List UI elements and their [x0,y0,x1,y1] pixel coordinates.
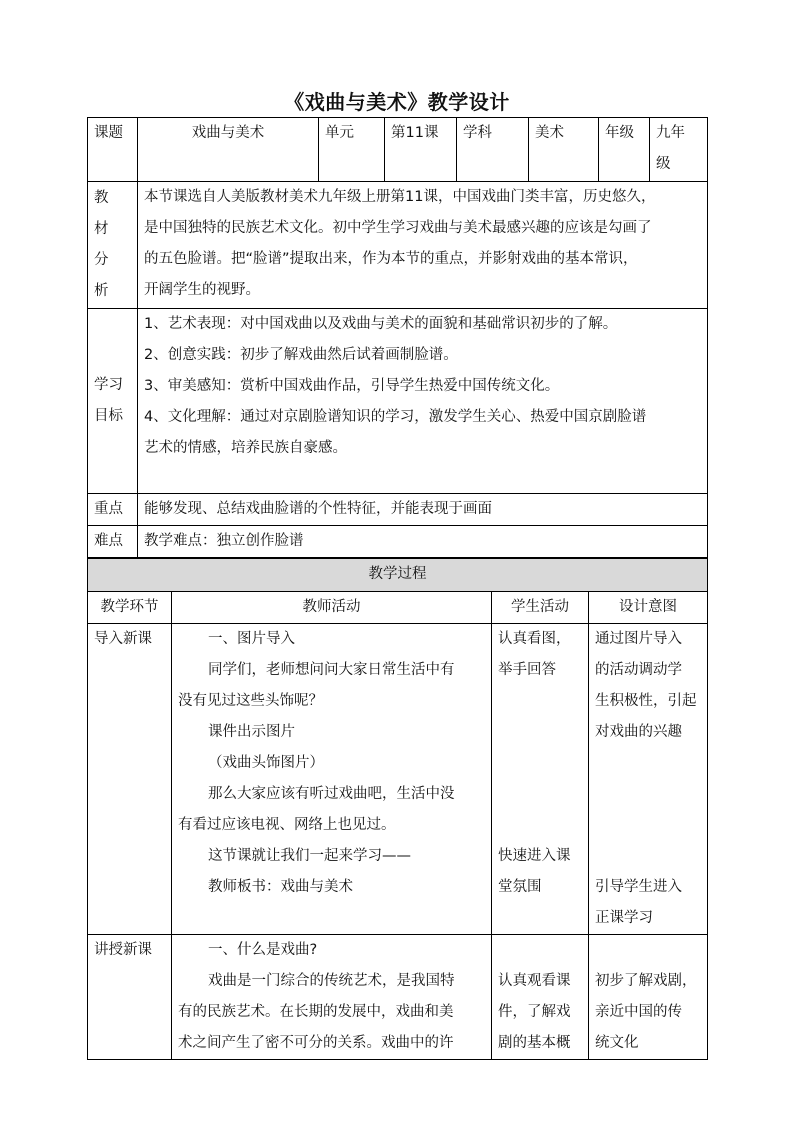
student-line [498,717,582,748]
teacher-line: 术之间产生了密不可分的关系。戏曲中的许 [178,1035,454,1051]
analysis-text [138,182,708,309]
unit-value: 第11课 [385,118,457,182]
teacher-line: 有看过应该电视、网络上也见过。 [178,817,396,833]
teacher-line: （戏曲头饰图片） [208,755,324,771]
teaching-process-table [87,558,708,1060]
topic-row [88,118,708,182]
process-header: 教学过程 [88,559,708,592]
intent-line [595,810,701,841]
teacher-activity-cell [172,935,492,1060]
difficulty-text: 教学难点：独立创作脸谱 [138,526,708,558]
document-title: 《戏曲与美术》教学设计 [284,90,510,114]
student-activity-cell [492,624,589,935]
column-header-student: 学生活动 [492,592,589,624]
subject-label: 学科 [457,118,529,182]
analysis-line: 是中国独特的民族艺术文化。初中学生学习戏曲与美术最感兴趣的应该是勾画了 [144,220,652,236]
process-row-new-lesson [88,935,708,1060]
goal-line: 艺术的情感，培养民族自豪感。 [144,440,347,456]
column-header-intent: 设计意图 [589,592,708,624]
student-line: 件，了解戏 [498,1004,571,1020]
student-line: 快速进入课 [498,848,571,864]
stage-cell: 导入新课 [88,624,172,935]
goal-line: 4、文化理解：通过对京剧脸谱知识的学习，激发学生关心、热爱中国京剧脸谱 [144,409,647,425]
intent-line: 引导学生进入 [595,879,682,895]
goals-text [138,309,708,494]
student-line: 举手回答 [498,662,556,678]
intent-line [595,748,701,779]
student-line: 堂氛围 [498,879,542,895]
analysis-label-line1: 教材 [94,190,115,237]
analysis-line: 开阔学生的视野。 [144,282,260,298]
student-line: 认真看图， [498,631,571,647]
intent-line: 对戏曲的兴趣 [595,724,682,740]
column-header-teacher: 教师活动 [172,592,492,624]
grade-value [650,118,708,182]
teacher-line: 一、图片导入 [208,631,295,647]
teacher-line: 没有见过这些头饰呢？ [178,693,323,709]
student-activity-cell [492,935,589,1060]
intent-line: 通过图片导入 [595,631,682,647]
intent-line [595,841,701,872]
key-point-text: 能够发现、总结戏曲脸谱的个性特征，并能表现于画面 [138,494,708,526]
key-point-label: 重点 [88,494,138,526]
goals-row [88,309,708,494]
column-header-stage: 教学环节 [88,592,172,624]
teacher-activity-cell [172,624,492,935]
process-row-intro [88,624,708,935]
teacher-line: 戏曲是一门综合的传统艺术，是我国特 [208,973,455,989]
intent-line: 初步了解戏剧， [595,973,697,989]
grade-value-line2: 级 [656,156,671,172]
analysis-label-line2: 分析 [94,252,115,299]
process-header-row [88,559,708,592]
analysis-line: 本节课选自人美版教材美术九年级上册第11课，中国戏曲门类丰富，历史悠久， [144,189,656,205]
analysis-line: 的五色脸谱。把“脸谱”提取出来，作为本节的重点，并影射戏曲的基本常识， [144,251,638,267]
analysis-row [88,182,708,309]
stage-cell: 讲授新课 [88,935,172,1060]
teacher-line: 有的民族艺术。在长期的发展中，戏曲和美 [178,1004,454,1020]
difficulty-label: 难点 [88,526,138,558]
grade-value-line1: 九年 [656,125,685,141]
key-point-row [88,494,708,526]
unit-label: 单元 [319,118,385,182]
subject-value: 美术 [529,118,599,182]
topic-label: 课题 [88,118,138,182]
intent-line [595,779,701,810]
teacher-line: 教师板书：戏曲与美术 [208,879,353,895]
grade-label: 年级 [599,118,650,182]
process-columns-row [88,592,708,624]
teacher-line: 那么大家应该有听过戏曲吧，生活中没 [208,786,455,802]
intent-line [595,935,701,966]
student-line [498,810,582,841]
intent-line: 正课学习 [595,910,653,926]
student-line [498,686,582,717]
goal-line: 3、审美感知：赏析中国戏曲作品，引导学生热爱中国传统文化。 [144,378,560,394]
teacher-line: 一、什么是戏曲? [208,942,318,958]
teacher-line: 这节课就让我们一起来学习—— [208,848,411,864]
topic-value: 戏曲与美术 [138,118,319,182]
goal-line: 2、创意实践：初步了解戏曲然后试着画制脸谱。 [144,347,458,363]
design-intent-cell [589,935,708,1060]
goals-label-line1: 学习 [94,377,123,393]
student-line [498,748,582,779]
intent-line: 生积极性，引起 [595,693,697,709]
intent-line: 亲近中国的传 [595,1004,682,1020]
difficulty-row [88,526,708,558]
goals-label-line2: 目标 [94,408,123,424]
lesson-info-table [87,117,708,558]
student-line: 认真观看课 [498,973,571,989]
teacher-line: 同学们，老师想问问大家日常生活中有 [208,662,455,678]
goal-line: 1、艺术表现：对中国戏曲以及戏曲与美术的面貌和基础常识初步的了解。 [144,316,618,332]
student-line [498,935,582,966]
teacher-line: 课件出示图片 [208,724,295,740]
design-intent-cell [589,624,708,935]
intent-line: 统文化 [595,1035,639,1051]
student-line: 剧的基本概 [498,1035,571,1051]
analysis-label [88,182,138,309]
intent-line: 的活动调动学 [595,662,682,678]
student-line [498,779,582,810]
goals-label [88,309,138,494]
